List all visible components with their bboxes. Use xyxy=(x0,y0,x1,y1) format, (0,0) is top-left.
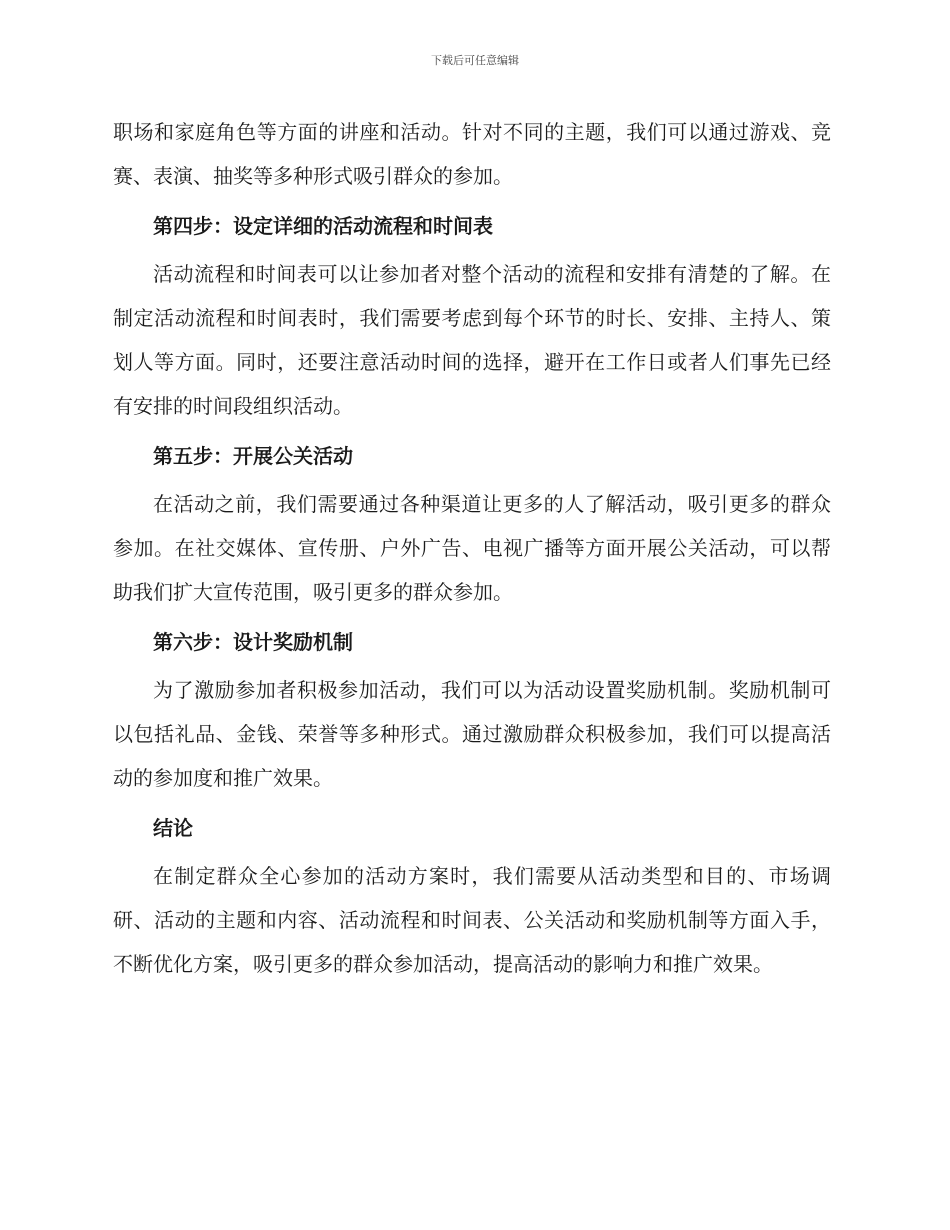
step4-paragraph: 活动流程和时间表可以让参加者对整个活动的流程和安排有清楚的了解。在制定活动流程和时间表时，我们需要考虑到每个环节的时长、安排、主持人、策划人等方面。同时，还要注意活动时间的选择，避开在工作日或者人们事先已经有安排的时间段组织活动。 xyxy=(113,262,831,418)
conclusion-paragraph: 在制定群众全心参加的活动方案时，我们需要从活动类型和目的、市场调研、活动的主题和内容、活动流程和时间表、公关活动和奖励机制等方面入手，不断优化方案，吸引更多的群众参加活动，提高活动的影响力和推广效果。 xyxy=(113,864,831,976)
step5-paragraph: 在活动之前，我们需要通过各种渠道让更多的人了解活动，吸引更多的群众参加。在社交媒体、宣传册、户外广告、电视广播等方面开展公关活动，可以帮助我们扩大宣传范围，吸引更多的群众参加。 xyxy=(113,492,831,604)
step5-heading: 第五步：开展公关活动 xyxy=(153,444,353,468)
step6-heading: 第六步：设计奖励机制 xyxy=(153,630,353,654)
conclusion-heading: 结论 xyxy=(153,816,193,840)
document-body xyxy=(113,110,831,986)
page-header-note: 下载后可任意编辑 xyxy=(431,54,519,67)
step6-paragraph: 为了激励参加者积极参加活动，我们可以为活动设置奖励机制。奖励机制可以包括礼品、金钱、荣誉等多种形式。通过激励群众积极参加，我们可以提高活动的参加度和推广效果。 xyxy=(113,678,831,790)
intro-continuation-paragraph: 职场和家庭角色等方面的讲座和活动。针对不同的主题，我们可以通过游戏、竞赛、表演、抽奖等多种形式吸引群众的参加。 xyxy=(113,120,831,188)
step4-heading: 第四步：设定详细的活动流程和时间表 xyxy=(153,214,493,238)
